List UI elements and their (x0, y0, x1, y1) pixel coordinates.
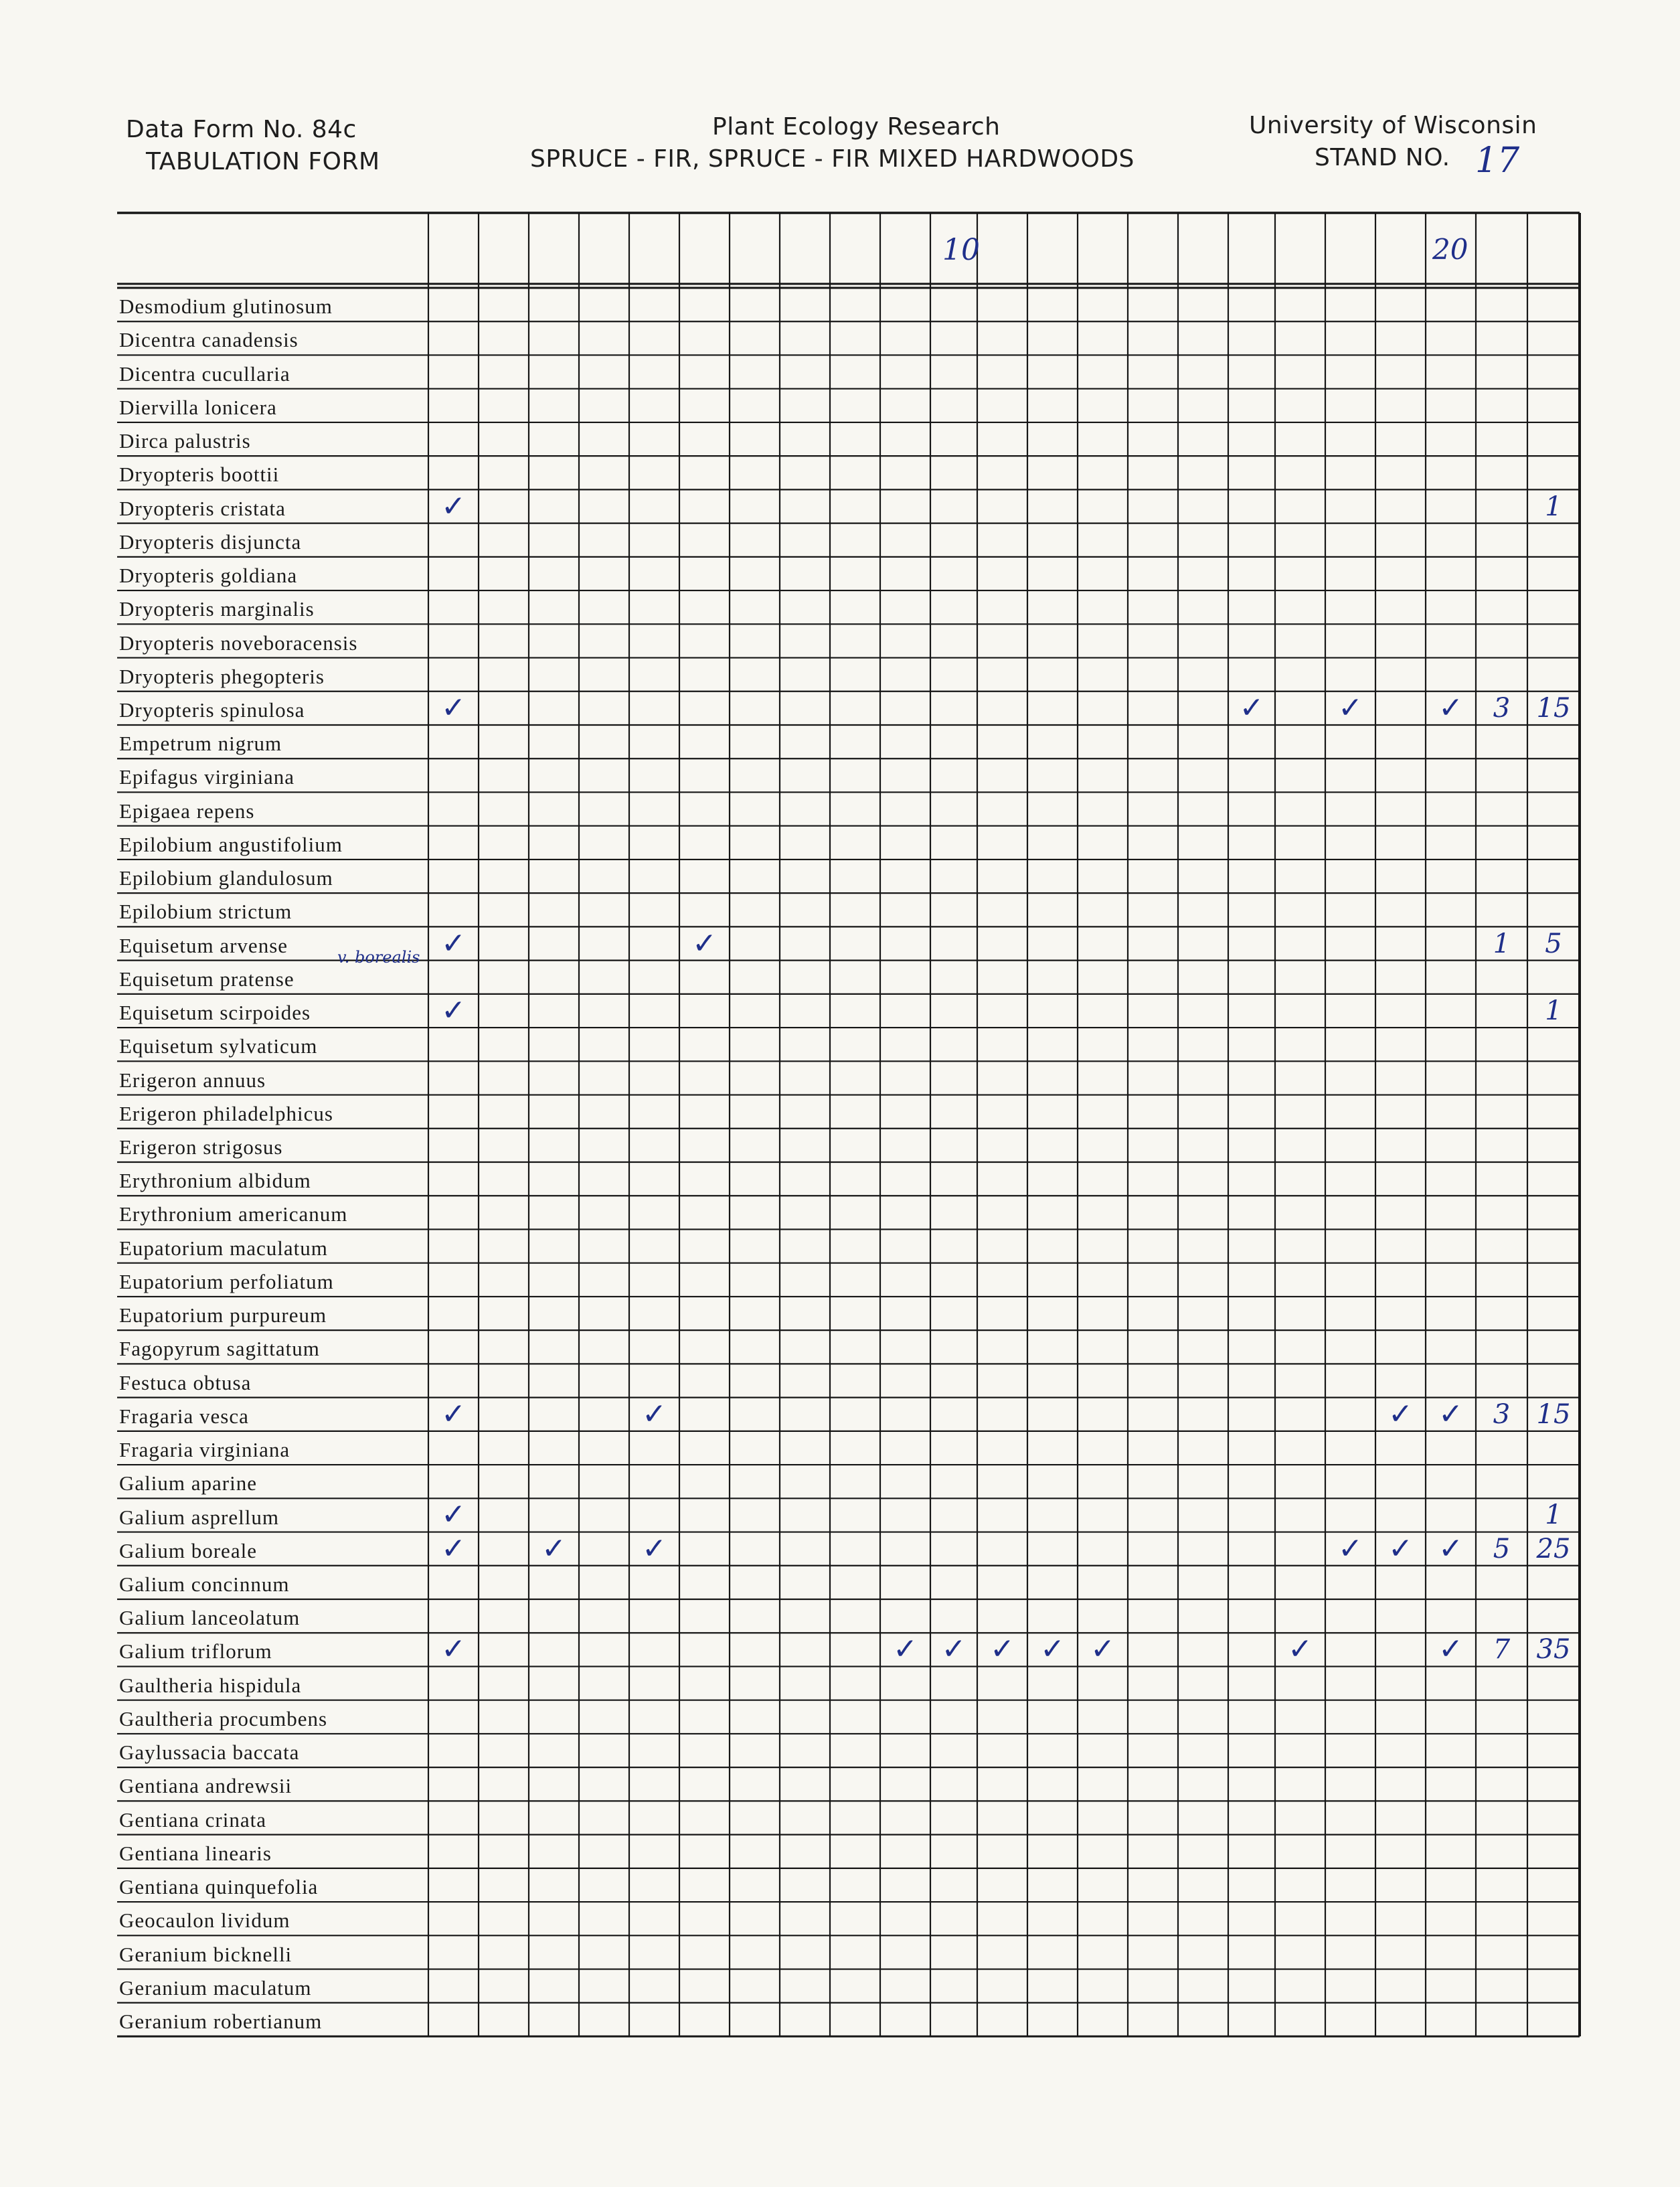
check-mark: ✓ (692, 926, 717, 961)
species-name: Erigeron philadelphicus (119, 1101, 333, 1125)
check-mark: ✓ (1388, 1531, 1413, 1566)
species-name: Erigeron annuus (119, 1068, 266, 1092)
check-mark: ✓ (1438, 1632, 1463, 1667)
species-name: Fragaria vesca (119, 1404, 249, 1428)
species-name: Dryopteris cristata (119, 496, 286, 520)
species-name: Epifagus virginiana (119, 765, 295, 789)
species-name: Geocaulon lividum (119, 1909, 290, 1933)
species-name: Eupatorium purpureum (119, 1303, 327, 1327)
check-mark: ✓ (941, 1632, 967, 1667)
check-mark: ✓ (1438, 1531, 1463, 1566)
check-mark: ✓ (441, 1632, 466, 1667)
species-name: Dicentra cucullaria (119, 361, 290, 386)
species-name: Geranium robertianum (119, 2010, 323, 2033)
check-mark: ✓ (990, 1632, 1015, 1667)
frequency-percent: 35 (1536, 1634, 1571, 1666)
species-name: Galium triflorum (119, 1639, 272, 1664)
species-name: Festuca obtusa (119, 1370, 252, 1394)
species-name: Empetrum nigrum (119, 732, 282, 756)
frequency-percent: 15 (1536, 1398, 1571, 1430)
species-name: Erythronium americanum (119, 1202, 348, 1226)
species-name: Eupatorium maculatum (119, 1236, 328, 1260)
species-name: Galium concinnum (119, 1572, 290, 1596)
frequency-count: 3 (1493, 1398, 1511, 1430)
check-mark: ✓ (441, 489, 466, 523)
species-name: Equisetum pratense (119, 967, 295, 991)
species-name: Eupatorium perfoliatum (119, 1269, 334, 1293)
species-name: Geranium maculatum (119, 1975, 312, 2000)
species-name: Erythronium albidum (119, 1169, 311, 1193)
species-name: Gentiana linearis (119, 1841, 272, 1865)
check-mark: ✓ (441, 1396, 466, 1431)
check-mark: ✓ (541, 1531, 566, 1566)
check-mark: ✓ (1040, 1632, 1065, 1667)
frequency-count: 1 (1493, 928, 1511, 959)
check-mark: ✓ (441, 1531, 466, 1566)
species-name: Epilobium glandulosum (119, 866, 333, 890)
check-mark: ✓ (642, 1531, 667, 1566)
species-name: Dirca palustris (119, 429, 251, 453)
check-mark: ✓ (441, 993, 466, 1028)
species-name: Dryopteris disjuncta (119, 530, 302, 554)
check-mark: ✓ (441, 926, 466, 961)
check-mark: ✓ (1388, 1396, 1413, 1431)
check-mark: ✓ (1288, 1632, 1313, 1667)
check-mark: ✓ (1239, 690, 1264, 725)
species-name: Dryopteris marginalis (119, 597, 315, 621)
species-name: Dryopteris goldiana (119, 564, 298, 588)
species-name: Epilobium angustifolium (119, 832, 343, 856)
frequency-count: 7 (1493, 1634, 1511, 1666)
species-name: Epigaea repens (119, 799, 255, 823)
species-name: Gentiana quinquefolia (119, 1875, 319, 1899)
form-subtitle: SPRUCE - FIR, SPRUCE - FIR MIXED HARDWOODS (530, 145, 1135, 173)
check-mark: ✓ (441, 1497, 466, 1532)
species-name: Fagopyrum sagittatum (119, 1337, 320, 1361)
stand-label: STAND NO. (1315, 144, 1450, 171)
species-name: Fragaria virginiana (119, 1438, 290, 1462)
species-name: Equisetum scirpoides (119, 1001, 311, 1025)
frequency-percent: 15 (1536, 692, 1571, 724)
check-mark: ✓ (893, 1632, 918, 1667)
species-name: Equisetum sylvaticum (119, 1034, 318, 1058)
species-name: Galium aparine (119, 1471, 257, 1495)
check-mark: ✓ (1090, 1632, 1115, 1667)
species-name: Equisetum arvense (119, 933, 288, 957)
species-name: Diervilla lonicera (119, 395, 277, 419)
species-name: Gentiana andrewsii (119, 1774, 292, 1798)
frequency-percent: 1 (1545, 995, 1562, 1026)
check-mark: ✓ (1338, 690, 1363, 725)
form-number: Data Form No. 84c (126, 116, 357, 143)
check-mark: ✓ (642, 1396, 667, 1431)
frequency-percent: 25 (1536, 1533, 1571, 1564)
frequency-count: 5 (1493, 1533, 1511, 1564)
species-name: Gaylussacia baccata (119, 1740, 300, 1765)
form-title: Plant Ecology Research (712, 113, 1001, 141)
species-name: Erigeron strigosus (119, 1135, 283, 1159)
species-name: Gaultheria hispidula (119, 1673, 302, 1697)
check-mark: ✓ (1438, 690, 1463, 725)
frequency-percent: 1 (1545, 491, 1562, 522)
check-mark: ✓ (441, 690, 466, 725)
species-name: Dryopteris boottii (119, 463, 280, 487)
form-type: TABULATION FORM (146, 148, 380, 175)
species-name: Gaultheria procumbens (119, 1706, 328, 1730)
species-name: Geranium bicknelli (119, 1942, 292, 1966)
check-mark: ✓ (1338, 1531, 1363, 1566)
frequency-percent: 5 (1545, 928, 1562, 959)
check-mark: ✓ (1438, 1396, 1463, 1431)
stand-number: 17 (1475, 141, 1520, 181)
variety-annotation: v. borealis (337, 948, 420, 967)
species-name: Desmodium glutinosum (119, 295, 333, 319)
institution: University of Wisconsin (1249, 112, 1537, 139)
species-name: Dryopteris noveboracensis (119, 631, 358, 655)
species-name: Galium asprellum (119, 1505, 279, 1529)
column-marker-10: 10 (942, 233, 980, 267)
species-name: Galium boreale (119, 1538, 257, 1562)
species-name: Galium lanceolatum (119, 1606, 301, 1630)
frequency-percent: 1 (1545, 1500, 1562, 1531)
species-name: Dryopteris phegopteris (119, 664, 325, 688)
species-name: Dryopteris spinulosa (119, 698, 305, 722)
column-marker-20: 20 (1432, 233, 1468, 266)
species-name: Gentiana crinata (119, 1807, 266, 1832)
species-name: Dicentra canadensis (119, 328, 299, 352)
species-name: Epilobium strictum (119, 900, 292, 924)
frequency-count: 3 (1493, 692, 1511, 724)
